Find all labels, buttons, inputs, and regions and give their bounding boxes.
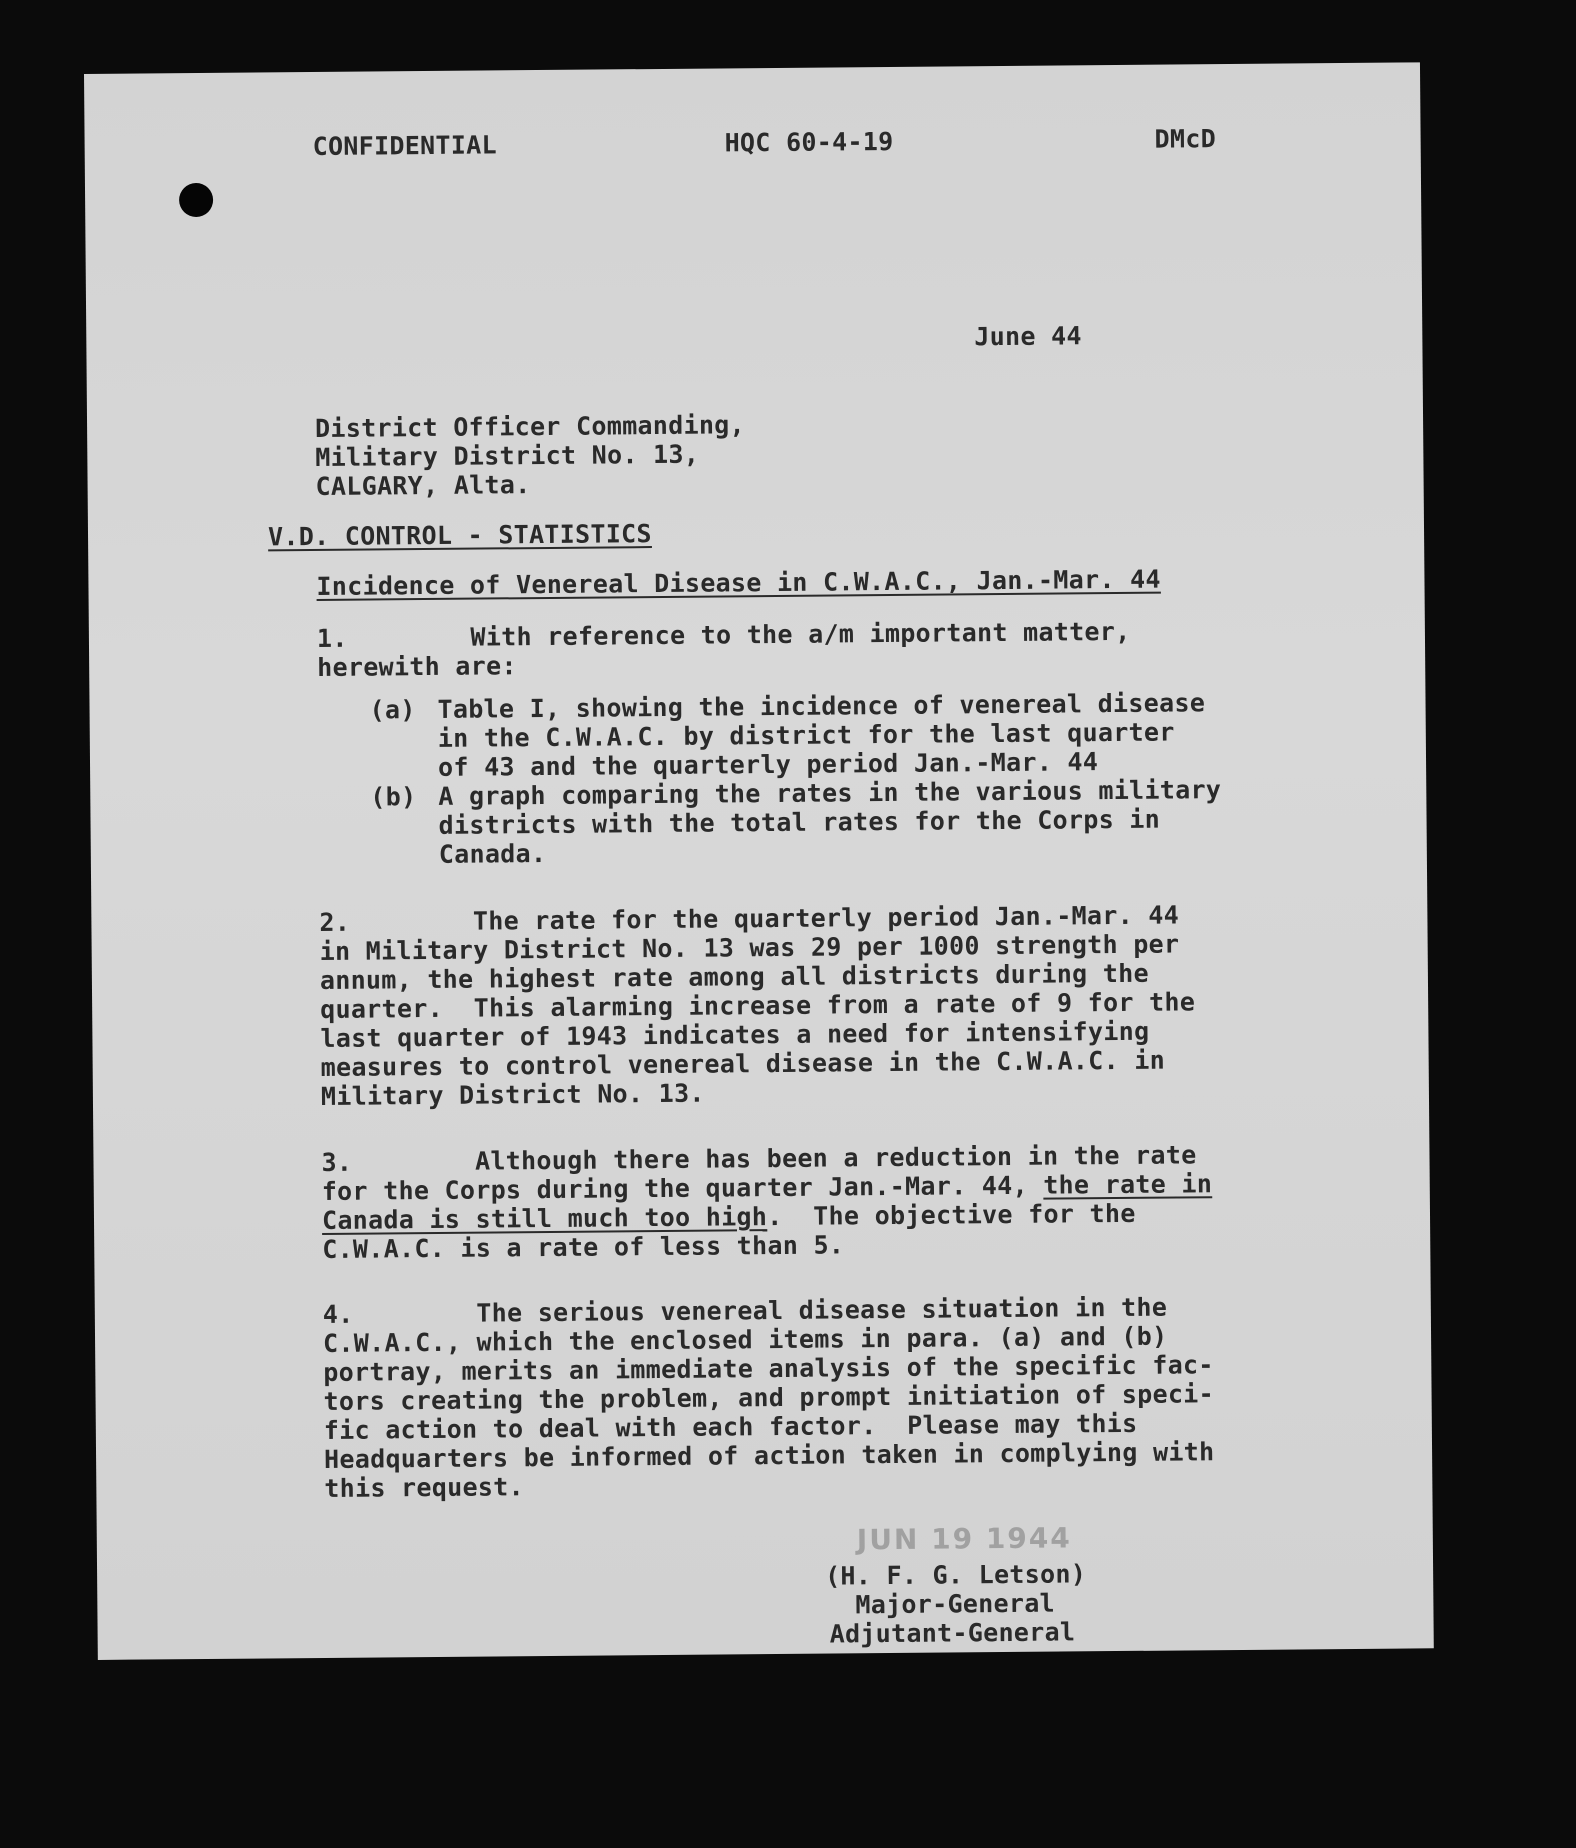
paragraph-line: this request.	[324, 1472, 525, 1503]
classification-label: CONFIDENTIAL	[312, 130, 497, 162]
paragraph-line: 3. Although there has been a reduction in the rate	[321, 1140, 1197, 1177]
text-run: . The objective for the	[767, 1198, 1136, 1232]
file-reference: HQC 60-4-19	[724, 126, 894, 158]
underlined-text: Canada is still much too high	[321, 1202, 768, 1235]
paragraph-line: last quarter of 1943 indicates a need for intensifying	[320, 1016, 1150, 1053]
paragraph-line: Military District No. 13.	[320, 1078, 705, 1111]
paragraph-line: C.W.A.C. is a rate of less than 5.	[322, 1230, 845, 1264]
list-item-line: Table I, showing the incidence of venereal disease	[437, 688, 1206, 724]
signature-name: (H. F. G. Letson)	[825, 1559, 1087, 1591]
addressee-line: District Officer Commanding,	[314, 410, 746, 443]
paragraph-line: 4. The serious venereal disease situation in the	[322, 1292, 1168, 1329]
paragraph-line: in Military District No. 13 was 29 per 1000 strength per	[319, 929, 1180, 966]
paragraph-line: herewith are:	[317, 651, 517, 682]
paragraph-line: fic action to deal with each factor. Please may this	[323, 1408, 1138, 1445]
list-item-line: in the C.W.A.C. by district for the last quarter	[437, 717, 1175, 753]
letter-date: June 44	[974, 321, 1082, 352]
paragraph-line	[322, 1199, 1136, 1235]
paragraph-line: portray, merits an immediate analysis of the specific fac-	[323, 1350, 1214, 1387]
document-page	[84, 62, 1434, 1660]
paragraph-line: tors creating the problem, and prompt initiation of speci-	[323, 1379, 1215, 1416]
addressee-line: CALGARY, Alta.	[315, 470, 531, 501]
addressee-line: Military District No. 13,	[315, 439, 700, 472]
paragraph-line: Headquarters be informed of action taken in complying with	[323, 1437, 1215, 1474]
date-stamp: JUN 19 1944	[856, 1521, 1072, 1557]
paragraph-line: C.W.A.C., which the enclosed items in para. (a) and (b)	[322, 1321, 1168, 1358]
paragraph-line: quarter. This alarming increase from a rate of 9 for the	[320, 987, 1196, 1024]
text-run: for the Corps during the quarter Jan.-Mar. 44,	[321, 1170, 1044, 1206]
list-item-line: Canada.	[438, 838, 547, 869]
signature-title: Adjutant-General	[829, 1617, 1076, 1649]
signature-rank: Major-General	[855, 1588, 1056, 1620]
paragraph-line: measures to control venereal disease in the C.W.A.C. in	[320, 1045, 1166, 1082]
punch-hole	[179, 183, 213, 217]
paragraph-line: 2. The rate for the quarterly period Jan.-Mar. 44	[319, 900, 1180, 937]
underlined-text: the rate in	[1043, 1169, 1213, 1200]
author-initials: DMcD	[1154, 124, 1217, 154]
list-marker: (b)	[370, 782, 417, 812]
list-item-line: of 43 and the quarterly period Jan.-Mar. 44	[437, 747, 1099, 782]
list-marker: (a)	[369, 695, 416, 725]
subject-heading: V.D. CONTROL - STATISTICS	[267, 519, 652, 552]
paragraph-line: 1. With reference to the a/m important matter,	[316, 616, 1131, 653]
subheading: Incidence of Venereal Disease in C.W.A.C., Jan.-Mar. 44	[316, 564, 1161, 601]
list-item-line: A graph comparing the rates in the various military	[438, 775, 1222, 811]
paragraph-line: annum, the highest rate among all districts during the	[319, 958, 1149, 995]
list-item-line: districts with the total rates for the Corps in	[438, 804, 1161, 840]
